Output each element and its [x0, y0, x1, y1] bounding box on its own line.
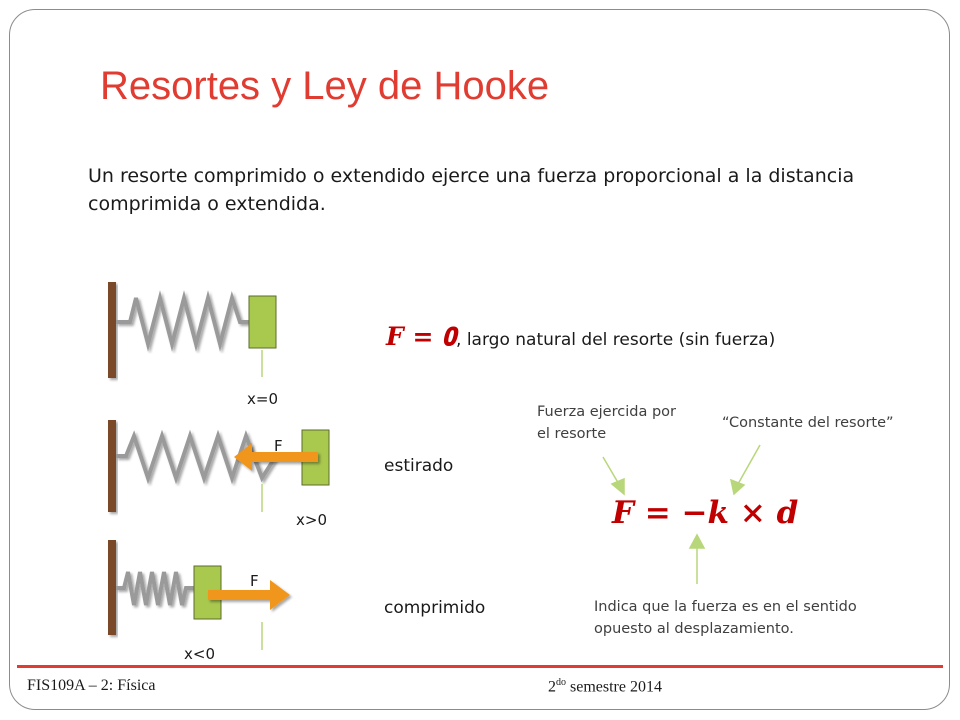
- force-note: Fuerza ejercida por el resorte: [537, 404, 676, 442]
- pointer-sign-note: [690, 535, 704, 584]
- spring-compressed: [116, 572, 194, 605]
- block-natural: [249, 296, 276, 348]
- semester-number: 2: [548, 678, 556, 696]
- footer-rule: [17, 665, 943, 668]
- wall-natural: [108, 282, 116, 378]
- x-label-stretched: x>0: [296, 511, 327, 529]
- zero-force-equation: 𝑭 = 𝟎: [386, 322, 457, 351]
- compressed-label: comprimido: [384, 598, 486, 618]
- semester-text: semestre 2014: [566, 678, 662, 696]
- intro-text: Un resorte comprimido o extendido ejerce una fuerza proporcional a la distancia comprimida o extendida.: [88, 165, 855, 215]
- footer-semester: [548, 677, 662, 696]
- spring-natural: [116, 298, 250, 344]
- natural-length-statement: [386, 322, 775, 352]
- force-label-stretched: F: [274, 437, 283, 455]
- constant-note: “Constante del resorte”: [722, 415, 894, 431]
- semester-ordinal: do: [556, 677, 566, 688]
- wall-compressed: [108, 540, 116, 635]
- natural-length-description: , largo natural del resorte (sin fuerza): [456, 330, 776, 350]
- footer-course: FIS109A – 2: Física: [27, 677, 156, 694]
- force-label-compressed: F: [250, 572, 259, 590]
- wall-stretched: [108, 420, 116, 512]
- pointer-constant-note: [731, 445, 760, 494]
- sign-note: Indica que la fuerza es en el sentido opuesto al desplazamiento.: [594, 599, 857, 637]
- x-label-compressed: x<0: [184, 645, 215, 663]
- hooke-law-equation: 𝑭 = −𝒌 × 𝒅: [612, 495, 799, 531]
- x-label-natural: x=0: [247, 390, 278, 408]
- slide-title: Resortes y Ley de Hooke: [100, 64, 550, 108]
- stretched-label: estirado: [384, 456, 454, 476]
- pointer-force-note: [603, 457, 624, 494]
